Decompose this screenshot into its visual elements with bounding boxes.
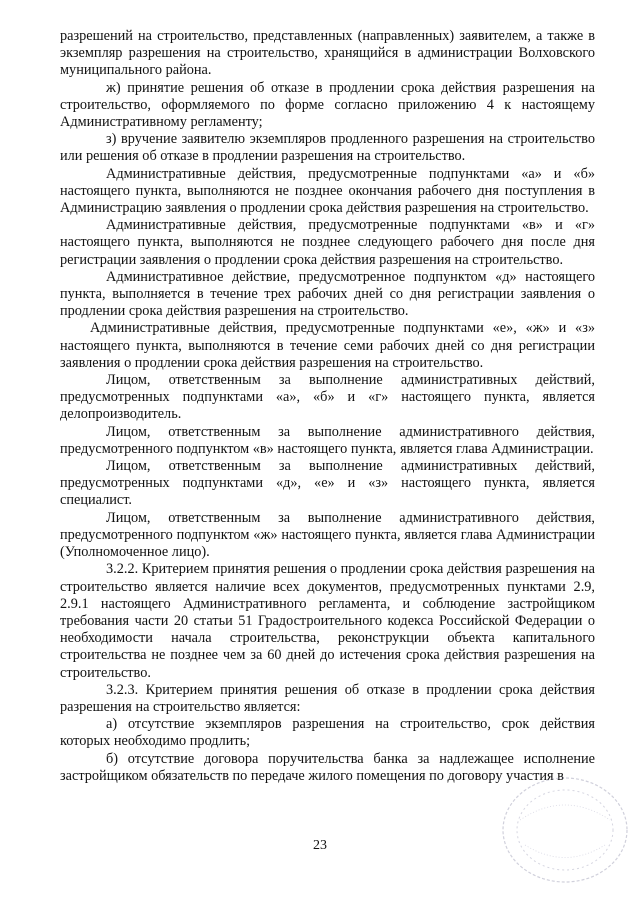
paragraph-refusal-a: а) отсутствие экземпляров разрешения на строительство, срок действия которых необходимо продлить; [60,716,595,750]
official-seal-icon [480,770,630,885]
paragraph-criterion-extension: 3.2.2. Критерием принятия решения о продлении срока действия разрешения на строительство является наличие всех документов, предусмотренных пунктами 2.9, 2.9.1 настоящего Административного регламента, и соблюдение застройщиком требования части 20 статьи 51 Градостроительного кодекса Российской Федерации о необходимости начала строительства, реконструкции объекта капитального строительства не позднее чем за 60 дней до истечения срока действия разрешения на строительство. [60,561,595,681]
paragraph-responsible-head: Лицом, ответственным за выполнение административного действия, предусмотренного подпунктом «в» настоящего пункта, является глава Администрации. [60,423,595,457]
page-number: 23 [313,838,327,853]
paragraph-continuation: разрешений на строительство, представленных (направленных) заявителем, а также в экземпляр разрешения на строительство, хранящийся в администрации Волховского муниципального района. [60,28,595,79]
paragraph-responsible-specialist: Лицом, ответственным за выполнение административных действий, предусмотренных подпунктами «д», «е» и «з» настоящего пункта, является специалист. [60,458,595,509]
paragraph-actions-a-b: Административные действия, предусмотренные подпунктами «а» и «б» настоящего пункта, выполняются не позднее окончания рабочего дня поступления в Администрацию заявления о продлении срока действия разрешения на строительство. [60,165,595,217]
paragraph-actions-v-g: Административные действия, предусмотренные подпунктами «в» и «г» настоящего пункта, выполняются не позднее следующего рабочего дня после дня регистрации заявления о продлении срока действия разрешения на строительство. [60,217,595,268]
paragraph-responsible-clerk: Лицом, ответственным за выполнение административных действий, предусмотренных подпунктами «а», «б» и «г» настоящего пункта, является делопроизводитель. [60,372,595,423]
paragraph-item-z: з) вручение заявителю экземпляров продленного разрешения на строительство или решения об отказе в продлении разрешения на строительство. [60,131,595,165]
document-body [60,28,595,785]
paragraph-refusal-b: б) отсутствие договора поручительства банка за надлежащее исполнение застройщиком обязательств по передаче жилого помещения по договору участия в [60,750,595,784]
paragraph-responsible-authorized: Лицом, ответственным за выполнение административного действия, предусмотренного подпунктом «ж» настоящего пункта, является глава Администрации (Уполномоченное лицо). [60,509,595,561]
paragraph-item-zh: ж) принятие решения об отказе в продлении срока действия разрешения на строительство, оформляемого по форме согласно приложению 4 к настоящему Административному регламенту; [60,79,595,131]
paragraph-action-d: Административное действие, предусмотренное подпунктом «д» настоящего пункта, выполняется в течение трех рабочих дней со дня регистрации заявления о продлении срока действия разрешения на строительство. [60,268,595,320]
paragraph-actions-e-zh-z: Административные действия, предусмотренные подпунктами «е», «ж» и «з» настоящего пункта, выполняются в течение семи рабочих дней со дня регистрации заявления о продлении срока действия разрешения на строительство. [60,320,595,371]
paragraph-criterion-refusal: 3.2.3. Критерием принятия решения об отказе в продлении срока действия разрешения на строительство является: [60,681,595,715]
